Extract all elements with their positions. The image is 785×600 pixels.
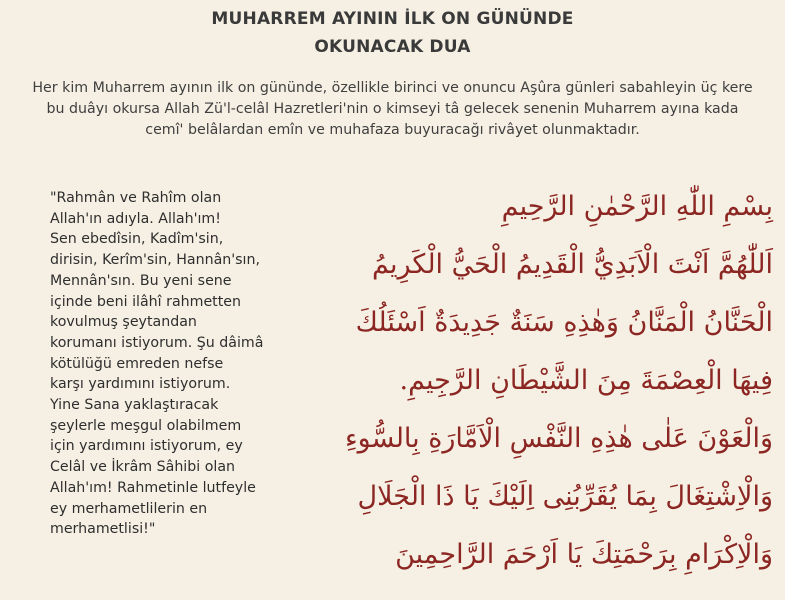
intro-paragraph: Her kim Muharrem ayının ilk on gününde, özellikle birinci ve onuncu Aşûra günleri sabahleyin üç kere bu duâyı okursa Allah Zü'l-celâl Hazretleri'nin o kimseyi tâ gelecek senenin Muharrem ayına kada cemî' belâlardan emîn ve muhafaza buyuracağı rivâyet olunmaktadır. <box>32 80 753 138</box>
title-line-1: MUHARREM AYININ İLK ON GÜNÜNDE <box>211 9 574 29</box>
arabic-line-3: الْحَنَّانُ الْمَنَّانُ وَهٰذِهِ سَنَةٌ جَدِيدَةٌ اَسْئَلُكَ <box>355 307 773 338</box>
page-title <box>0 5 785 61</box>
arabic-line-2: اَللّٰهُمَّ اَنْتَ الْاَبَدِيُّ الْقَدِيمُ الْحَيُّ الْكَرِيمُ <box>372 249 773 280</box>
arabic-line-1: بِسْمِ اللّٰهِ الرَّحْمٰنِ الرَّحِيمِ <box>501 191 773 222</box>
turkish-translation: "Rahmân ve Rahîm olan Allah'ın adıyla. Allah'ım! Sen ebedîsin, Kadîm'sin, dirisin, Kerîm'sin, Hannân'sın, Mennân'sın. Bu yeni sene içinde beni ilâhî rahmetten kovulmuş şeytandan korumanı istiyorum. Şu dâimâ kötülüğü emreden nefse karşı yardımını istiyorum. Yine Sana yaklaştıracak şeylerle meşgul olabilmem için yardımını istiyorum, ey Celâl ve İkrâm Sâhibi olan Allah'ım! Rahmetinle lutfeyle ey merhametlilerin en merhametlisi!" <box>50 190 264 538</box>
arabic-line-4: فِيهَا الْعِصْمَةَ مِنَ الشَّيْطَانِ الرَّجِيمِ. <box>399 365 773 396</box>
arabic-prayer <box>293 178 773 584</box>
title-line-2: OKUNACAK DUA <box>314 37 471 57</box>
arabic-line-7: وَالْاِكْرَامِ بِرَحْمَتِكَ يَا اَرْحَمَ الرَّاحِمِينَ <box>395 539 773 570</box>
arabic-line-6: وَالْاِشْتِغَالَ بِمَا يُقَرِّبُنِى اِلَيْكَ يَا ذَا الْجَلَالِ <box>357 481 773 512</box>
arabic-line-5: وَالْعَوْنَ عَلٰى هٰذِهِ النَّفْسِ الْاَمَّارَةِ بِالسُّوءِ <box>344 423 773 454</box>
